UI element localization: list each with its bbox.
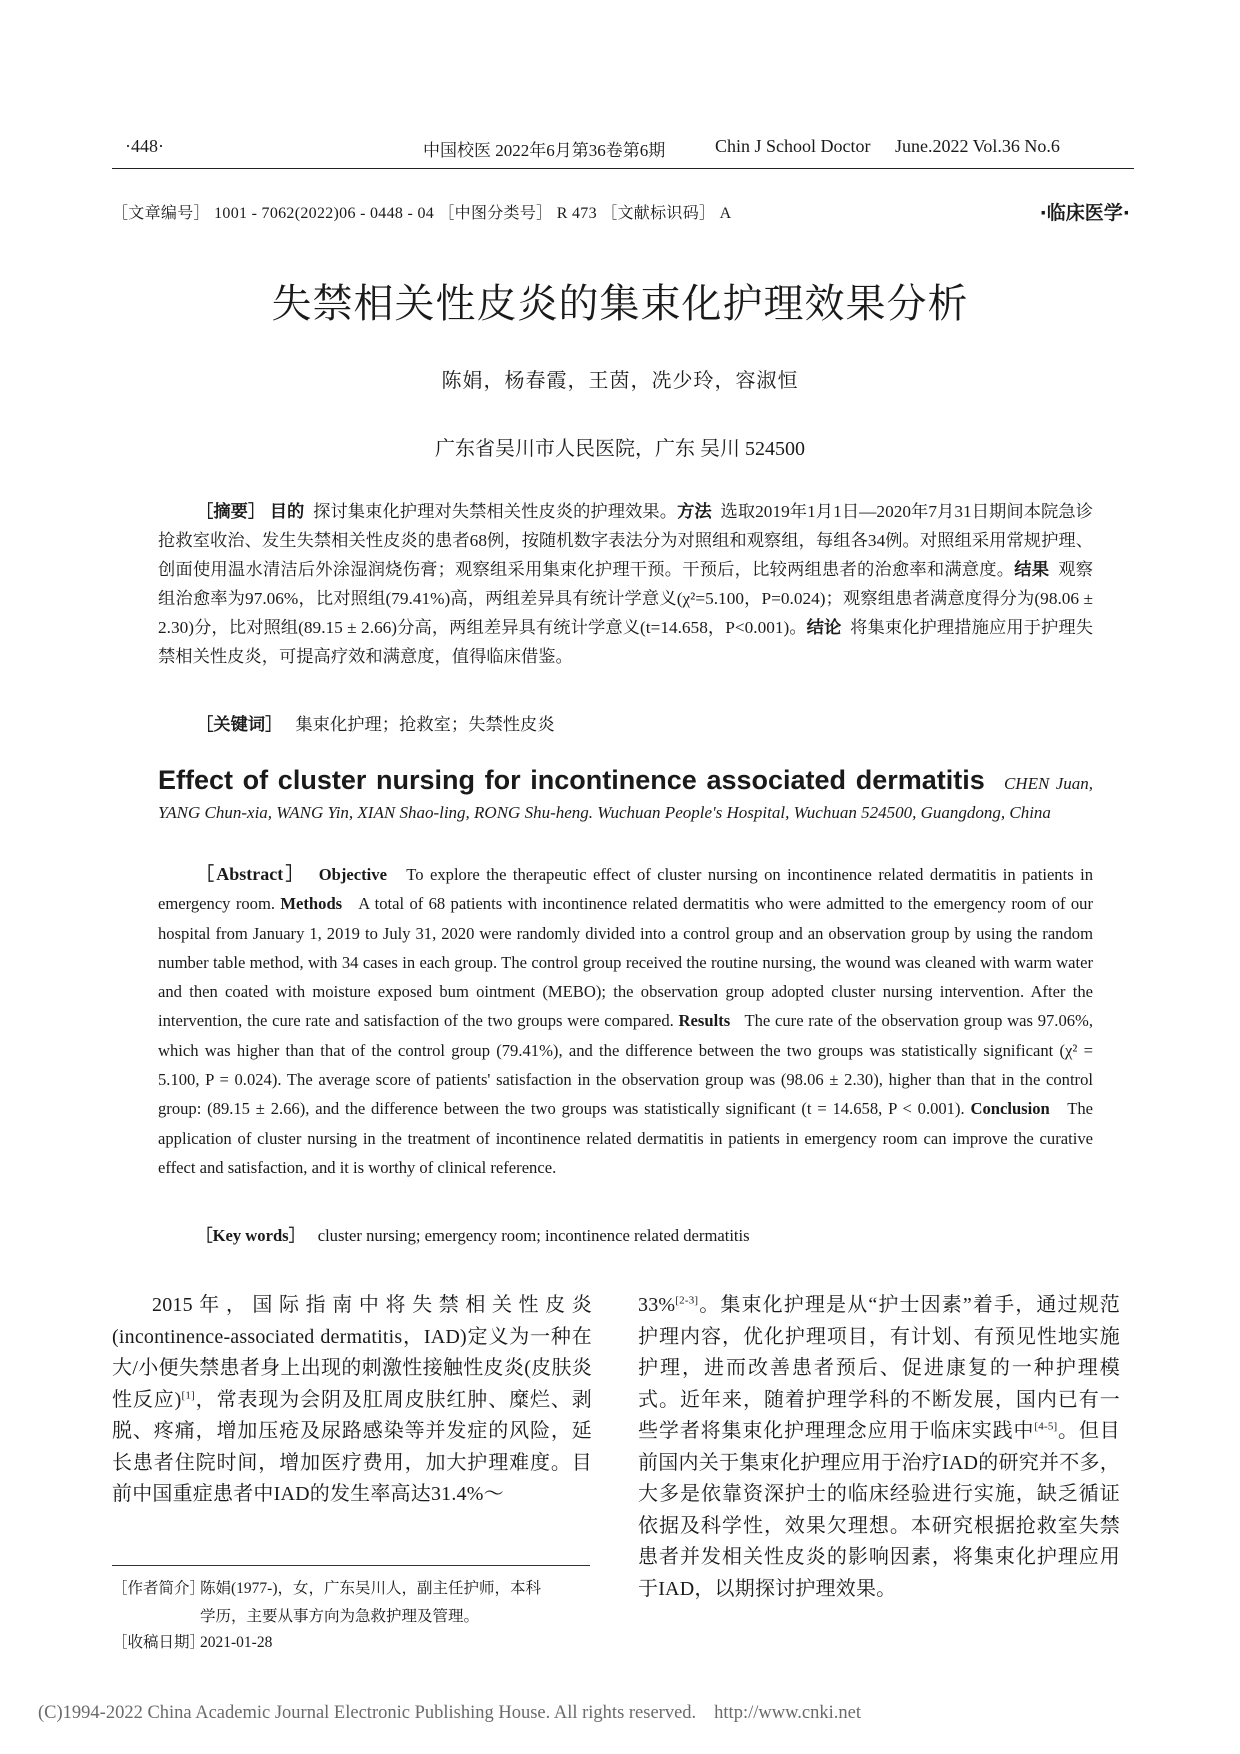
abstract-cn	[158, 497, 1093, 671]
citation-ref[interactable]: [2-3]	[675, 1294, 699, 1307]
abstract-en-methods: A total of 68 patients with incontinence related dermatitis who were admitted to the emergency room of our hospital from January 1, 2019 to July 31, 2020 were randomly divided into a control group and an observation group by using the random number table method, with 34 cases in each group. The control group received the routine nursing, the wound was cleaned with warm water and then coated with moisture exposed bum ointment (MEBO); the observation group adopted cluster nursing intervention. After the intervention, the cure rate and satisfaction of the two groups were compared.	[158, 894, 1093, 1031]
article-title-en: Effect of cluster nursing for incontinence associated dermatitis	[158, 765, 985, 795]
affiliation-cn: 广东省吴川市人民医院，广东 吴川 524500	[435, 438, 805, 460]
article-meta: ［文章编号］ 1001 - 7062(2022)06 - 0448 - 04 ［中图分类号］ R 473 ［文献标识码］ A	[112, 205, 732, 222]
body-paragraph-2b: 。集束化护理是从“护士因素”着手，通过规范护理内容，优化护理项目，有计划、有预见性地实施护理，进而改善患者预后、促进康复的一种护理模式。近年来，随着护理学科的不断发展，国内已有一些学者将集束化护理理念应用于临床实践中	[638, 1294, 1120, 1442]
received-date: 2021-01-28	[200, 1634, 273, 1651]
citation-ref[interactable]: [1]	[181, 1388, 195, 1401]
abstract-en-conclusion-label: Conclusion	[970, 1099, 1050, 1119]
keywords-en-text: cluster nursing; emergency room; incontinence related dermatitis	[317, 1226, 750, 1245]
abstract-en-objective-label: Objective	[318, 865, 387, 884]
authors-en: CHEN Juan, YANG Chun-xia, WANG Yin, XIAN Shao-ling, RONG Shu-heng. Wuchuan People's Hospital, Wuchuan 524500, Guangdong, China	[158, 774, 1094, 822]
keywords-cn-text: 集束化护理；抢救室；失禁性皮炎	[295, 715, 555, 734]
received-date-label: ［收稿日期］	[112, 1634, 206, 1651]
keywords-en	[196, 1222, 750, 1246]
cnki-link[interactable]: http://www.cnki.net	[714, 1703, 861, 1723]
body-paragraph-1a: 2015年，国际指南中将失禁相关性皮炎(incontinence-associated dermatitis，IAD)定义为一种在大/小便失禁患者身上出现的刺激性接触性皮炎(皮肤炎性反应)	[112, 1294, 592, 1411]
page-number: ·448·	[125, 136, 164, 156]
abstract-cn-results: 观察组治愈率为97.06%，比对照组(79.41%)高，两组差异具有统计学意义(χ²=5.100，P=0.024)；观察组患者满意度得分为(98.06 ± 2.30)分，比对照组(89.15 ± 2.66)分高，两组差异具有统计学意义(t=14.658，P<0.001)。	[158, 560, 1093, 637]
abstract-en-label: ［Abstract］	[196, 864, 306, 884]
author-bio-footnote	[112, 1575, 592, 1631]
abstract-cn-conclusion-label: 结论	[806, 618, 842, 637]
abstract-cn-objective: 探讨集束化护理对失禁相关性皮炎的护理效果。	[313, 502, 678, 521]
footnote-rule	[112, 1565, 590, 1566]
author-bio-line2: 学历，主要从事方向为急救护理及管理。	[200, 1608, 480, 1625]
journal-name-cn: 中国校医 2022年6月第36卷第6期	[423, 141, 666, 160]
keywords-cn-label: ［关键词］	[196, 715, 283, 734]
issue-info-en: June.2022 Vol.36 No.6	[895, 136, 1060, 156]
citation-ref[interactable]: [4-5]	[1034, 1420, 1058, 1433]
keywords-en-label: ［Key words］	[196, 1226, 306, 1245]
abstract-cn-results-label: 结果	[1014, 560, 1050, 579]
body-paragraph-2c: 。但目前国内关于集束化护理应用于治疗IAD的研究并不多，大多是依靠资深护士的临床经验进行实施，缺乏循证依据及科学性，效果欠理想。本研究根据抢救室失禁患者并发相关性皮炎的影响因素，将集束化护理应用于IAD，以期探讨护理效果。	[638, 1420, 1120, 1600]
abstract-cn-objective-label: 目的	[269, 502, 305, 521]
abstract-en-conclusion: The application of cluster nursing in the treatment of incontinence related dermatitis in patients in emergency room can improve the curative effect and satisfaction, and it is worthy of clinical reference.	[158, 1099, 1093, 1177]
abstract-en-methods-label: Methods	[280, 894, 343, 914]
abstract-en	[158, 860, 1093, 1182]
header-rule	[112, 168, 1134, 169]
abstract-cn-methods: 选取2019年1月1日—2020年7月31日期间本院急诊抢救室收治、发生失禁相关性皮炎的患者68例，按随机数字表法分为对照组和观察组，每组各34例。对照组采用常规护理、创面使用温水清洁后外涂湿润烧伤膏；观察组采用集束化护理干预。干预后，比较两组患者的治愈率和满意度。	[158, 502, 1093, 579]
author-bio-line1: 陈娟(1977-)，女，广东吴川人，副主任护师，本科	[200, 1580, 541, 1597]
copyright-notice	[38, 1703, 861, 1724]
article-title-cn: 失禁相关性皮炎的集束化护理效果分析	[271, 281, 969, 327]
body-column-right	[638, 1290, 1120, 1605]
abstract-cn-methods-label: 方法	[677, 502, 712, 521]
body-paragraph-2a: 33%	[638, 1294, 676, 1316]
running-header	[125, 136, 1133, 166]
authors-cn: 陈娟，杨春霞，王茵，冼少玲，容淑恒	[441, 370, 799, 392]
abstract-cn-conclusion: 将集束化护理措施应用于护理失禁相关性皮炎，可提高疗效和满意度，值得临床借鉴。	[158, 618, 1093, 666]
abstract-en-results-label: Results	[678, 1011, 731, 1031]
body-paragraph-1b: ，常表现为会阴及肛周皮肤红肿、糜烂、剥脱、疼痛，增加压疮及尿路感染等并发症的风险，延长患者住院时间，增加医疗费用，加大护理难度。目前中国重症患者中IAD的发生率高达31.4%～	[112, 1388, 592, 1505]
author-bio-label: ［作者简介］	[112, 1580, 206, 1597]
received-date-footnote	[112, 1629, 272, 1657]
copyright-text: (C)1994-2022 China Academic Journal Electronic Publishing House. All rights reserved.	[38, 1703, 697, 1723]
section-tag: ·临床医学·	[1039, 202, 1130, 224]
abstract-en-objective: To explore the therapeutic effect of cluster nursing on incontinence related dermatitis in patients in emergency room.	[158, 865, 1094, 914]
article-title-en-block	[158, 766, 1093, 827]
abstract-en-results: The cure rate of the observation group was 97.06%, which was higher than that of the control group (79.41%), and the difference between the two groups was statistically significant (χ² = 5.100, P = 0.024). The average score of patients' satisfaction in the observation group was (98.06 ± 2.30), higher than that in the control group: (89.15 ± 2.66), and the difference between the two groups was statistically significant (t = 14.658, P < 0.001).	[158, 1011, 1094, 1119]
abstract-cn-label: ［摘要］	[196, 502, 266, 521]
journal-name-en: Chin J School Doctor	[715, 136, 871, 156]
keywords-cn	[196, 710, 555, 735]
body-column-left	[112, 1290, 592, 1511]
